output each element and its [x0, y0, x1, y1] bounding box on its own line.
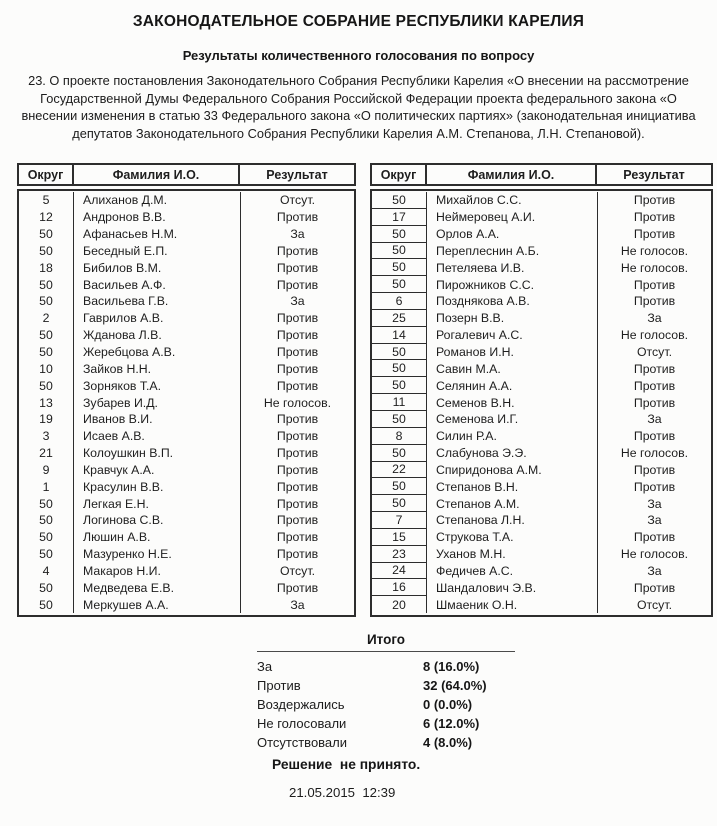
table-row — [372, 243, 711, 260]
table-row — [372, 377, 711, 394]
table-row — [372, 428, 711, 445]
table-row — [19, 563, 354, 580]
summary-label: Против — [257, 678, 301, 693]
cell-district: 4 — [19, 563, 74, 580]
cell-name: Кравчук А.А. — [83, 462, 155, 477]
cell-name: Колоушкин В.П. — [83, 446, 174, 461]
cell-name: Шмаеник О.Н. — [436, 597, 518, 612]
table-row — [372, 546, 711, 563]
cell-result: Не голосов. — [597, 445, 711, 462]
table-row — [372, 293, 711, 310]
table-row — [372, 344, 711, 361]
cell-name: Жеребцова А.В. — [83, 345, 176, 360]
cell-result: Не голосов. — [597, 243, 711, 260]
cell-district: 3 — [19, 428, 74, 445]
cell-result: Против — [240, 445, 354, 462]
table-row — [372, 462, 711, 479]
cell-result: Не голосов. — [240, 394, 354, 411]
cell-result: Не голосов. — [597, 259, 711, 276]
cell-name: Шандалович Э.В. — [436, 580, 537, 595]
cell-district: 50 — [19, 529, 74, 546]
summary-row — [257, 695, 515, 714]
cell-district: 50 — [372, 192, 427, 209]
cell-district: 14 — [372, 327, 427, 344]
table-row — [19, 546, 354, 563]
table-row — [372, 310, 711, 327]
cell-result: Против — [597, 529, 711, 546]
table-row — [372, 327, 711, 344]
cell-result: Против — [597, 209, 711, 226]
cell-name: Зорняков Т.А. — [83, 378, 162, 393]
cell-name: Переплеснин А.Б. — [436, 243, 540, 258]
cell-district: 50 — [372, 344, 427, 361]
cell-district: 21 — [19, 445, 74, 462]
cell-result: Не голосов. — [597, 327, 711, 344]
summary-label: Воздержались — [257, 697, 345, 712]
table-row — [19, 293, 354, 310]
cell-district: 11 — [372, 394, 427, 411]
cell-district: 50 — [372, 377, 427, 394]
column-header-name: Фамилия И.О. — [74, 165, 240, 184]
cell-name: Михайлов С.С. — [436, 193, 522, 208]
summary-label: Не голосовали — [257, 716, 347, 731]
cell-result: Против — [597, 462, 711, 479]
cell-district: 50 — [19, 596, 74, 613]
column-header-district: Округ — [19, 165, 74, 184]
cell-result: За — [597, 411, 711, 428]
column-header-result: Результат — [623, 167, 685, 182]
cell-district: 50 — [19, 512, 74, 529]
table-row — [19, 344, 354, 361]
summary-rows — [257, 657, 515, 752]
table-body — [370, 189, 713, 617]
table-row — [372, 596, 711, 613]
cell-result: Против — [240, 377, 354, 394]
cell-district: 2 — [19, 310, 74, 327]
table-header-row — [370, 163, 713, 186]
cell-result: Против — [240, 360, 354, 377]
summary-row — [257, 733, 515, 752]
table-row — [19, 243, 354, 260]
cell-result: За — [240, 226, 354, 243]
cell-name: Позднякова А.В. — [436, 294, 530, 309]
cell-name: Легкая Е.Н. — [83, 496, 149, 511]
agenda-question-text: 23. О проекте постановления Законодательного Собрания Республики Карелия «О внесении на рассмотрение Государственной Думы Федерального Собрания Российской Федерации проекта федерального закона «О внесении изменения в статью 33 Федерального закона «О политических партиях» (законодательная инициатива депутатов Законодательного Собрания Республики Карелия А.М. Степанова, Л.Н. Степановой). — [21, 73, 696, 141]
summary-value: 32 (64.0%) — [423, 678, 487, 693]
cell-district: 12 — [19, 209, 74, 226]
table-row — [19, 192, 354, 209]
cell-result: Против — [240, 276, 354, 293]
table-row — [19, 462, 354, 479]
table-row — [372, 411, 711, 428]
cell-name: Федичев А.С. — [436, 563, 514, 578]
cell-result: Против — [597, 293, 711, 310]
cell-district: 50 — [372, 495, 427, 512]
table-row — [19, 579, 354, 596]
summary-label: За — [257, 659, 273, 674]
cell-name: Иванов В.И. — [83, 412, 153, 427]
cell-district: 50 — [19, 344, 74, 361]
cell-result: Против — [240, 546, 354, 563]
table-row — [19, 377, 354, 394]
cell-district: 25 — [372, 310, 427, 327]
cell-result: Против — [597, 276, 711, 293]
cell-result: Против — [597, 377, 711, 394]
cell-name: Романов И.Н. — [436, 345, 514, 360]
cell-result: Против — [597, 192, 711, 209]
summary-row — [257, 676, 515, 695]
cell-district: 23 — [372, 546, 427, 563]
cell-name: Васильева Г.В. — [83, 294, 169, 309]
cell-district: 50 — [372, 226, 427, 243]
table-row — [19, 360, 354, 377]
timestamp: 21.05.2015 12:39 — [289, 785, 396, 800]
cell-name: Люшин А.В. — [83, 530, 151, 545]
summary-value: 6 (12.0%) — [423, 716, 480, 731]
cell-name: Бибилов В.М. — [83, 260, 162, 275]
cell-district: 18 — [19, 259, 74, 276]
cell-district: 19 — [19, 411, 74, 428]
cell-district: 8 — [372, 428, 427, 445]
cell-district: 24 — [372, 563, 427, 580]
summary-row — [257, 657, 515, 676]
cell-district: 13 — [19, 394, 74, 411]
cell-result: Отсут. — [240, 192, 354, 209]
table-row — [19, 512, 354, 529]
cell-result: За — [597, 563, 711, 580]
table-row — [372, 226, 711, 243]
summary-value: 8 (16.0%) — [423, 659, 480, 674]
document-subtitle: Результаты количественного голосования по вопросу — [182, 48, 535, 63]
table-row — [372, 579, 711, 596]
cell-name: Позерн В.В. — [436, 311, 505, 326]
cell-result: Против — [240, 243, 354, 260]
cell-result: Не голосов. — [597, 546, 711, 563]
cell-name: Алиханов Д.М. — [83, 193, 168, 208]
cell-name: Медведева Е.В. — [83, 580, 174, 595]
table-row — [372, 276, 711, 293]
table-row — [19, 310, 354, 327]
cell-name: Логинова С.В. — [83, 513, 164, 528]
cell-result: Против — [597, 360, 711, 377]
cell-result: Против — [240, 478, 354, 495]
cell-result: За — [240, 293, 354, 310]
cell-result: Против — [240, 495, 354, 512]
cell-result: Против — [240, 209, 354, 226]
cell-name: Степанов А.М. — [436, 496, 520, 511]
cell-name: Мазуренко Н.Е. — [83, 547, 172, 562]
cell-name: Рогалевич А.С. — [436, 328, 523, 343]
cell-name: Макаров Н.И. — [83, 563, 161, 578]
table-row — [19, 226, 354, 243]
cell-name: Васильев А.Ф. — [83, 277, 166, 292]
table-row — [19, 445, 354, 462]
table-row — [372, 563, 711, 580]
cell-result: Против — [240, 411, 354, 428]
cell-district: 10 — [19, 360, 74, 377]
cell-name: Пирожников С.С. — [436, 277, 535, 292]
cell-district: 50 — [19, 579, 74, 596]
cell-district: 16 — [372, 579, 427, 596]
cell-name: Андронов В.В. — [83, 210, 166, 225]
cell-name: Исаев А.В. — [83, 429, 145, 444]
cell-name: Семенов В.Н. — [436, 395, 515, 410]
cell-name: Афанасьев Н.М. — [83, 227, 178, 242]
table-row — [372, 495, 711, 512]
cell-result: За — [597, 495, 711, 512]
column-header-result: Результат — [266, 167, 328, 182]
cell-name: Меркушев А.А. — [83, 597, 169, 612]
table-row — [19, 209, 354, 226]
cell-result: Против — [597, 428, 711, 445]
summary-label: Отсутствовали — [257, 735, 348, 750]
cell-district: 50 — [19, 276, 74, 293]
cell-result: Против — [240, 428, 354, 445]
cell-result: Против — [240, 344, 354, 361]
table-row — [372, 209, 711, 226]
cell-name: Красулин В.В. — [83, 479, 164, 494]
cell-name: Уханов М.Н. — [436, 547, 506, 562]
table-row — [372, 360, 711, 377]
cell-result: За — [240, 596, 354, 613]
cell-district: 22 — [372, 462, 427, 479]
table-row — [19, 394, 354, 411]
cell-result: Против — [597, 478, 711, 495]
cell-result: Отсут. — [597, 596, 711, 613]
cell-result: Против — [240, 579, 354, 596]
cell-name: Зубарев И.Д. — [83, 395, 158, 410]
summary-row — [257, 714, 515, 733]
table-row — [19, 259, 354, 276]
table-row — [372, 259, 711, 276]
cell-result: За — [597, 512, 711, 529]
cell-district: 20 — [372, 596, 427, 613]
table-row — [372, 529, 711, 546]
cell-district: 50 — [372, 276, 427, 293]
cell-district: 50 — [19, 243, 74, 260]
cell-district: 5 — [19, 192, 74, 209]
cell-name: Слабунова Э.Э. — [436, 446, 527, 461]
cell-name: Зайков Н.Н. — [83, 361, 152, 376]
cell-name: Орлов А.А. — [436, 227, 500, 242]
cell-district: 50 — [372, 243, 427, 260]
cell-result: Против — [597, 394, 711, 411]
cell-district: 1 — [19, 478, 74, 495]
cell-district: 50 — [372, 445, 427, 462]
cell-district: 50 — [372, 411, 427, 428]
cell-result: Против — [240, 327, 354, 344]
cell-district: 50 — [19, 546, 74, 563]
table-header-row — [17, 163, 356, 186]
summary-value: 0 (0.0%) — [423, 697, 473, 712]
table-row — [372, 478, 711, 495]
table-body — [17, 189, 356, 617]
cell-name: Савин М.А. — [436, 361, 501, 376]
cell-district: 50 — [19, 226, 74, 243]
cell-name: Степанов В.Н. — [436, 479, 519, 494]
cell-name: Струкова Т.А. — [436, 530, 514, 545]
cell-district: 50 — [19, 327, 74, 344]
vote-table-right — [370, 163, 713, 617]
table-row — [372, 192, 711, 209]
table-row — [372, 394, 711, 411]
cell-result: За — [597, 310, 711, 327]
cell-result: Против — [240, 512, 354, 529]
summary-divider — [257, 651, 515, 652]
table-row — [19, 478, 354, 495]
cell-name: Неймеровец А.И. — [436, 210, 536, 225]
cell-name: Беседный Е.П. — [83, 243, 168, 258]
cell-district: 50 — [19, 377, 74, 394]
cell-name: Жданова Л.В. — [83, 328, 162, 343]
cell-district: 50 — [19, 495, 74, 512]
cell-name: Селянин А.А. — [436, 378, 513, 393]
cell-name: Степанова Л.Н. — [436, 513, 525, 528]
cell-result: Против — [240, 529, 354, 546]
table-row — [19, 495, 354, 512]
document-title: ЗАКОНОДАТЕЛЬНОЕ СОБРАНИЕ РЕСПУБЛИКИ КАРЕЛИЯ — [132, 13, 585, 30]
cell-district: 50 — [372, 360, 427, 377]
cell-result: Против — [240, 310, 354, 327]
cell-district: 50 — [372, 259, 427, 276]
cell-district: 15 — [372, 529, 427, 546]
cell-district: 17 — [372, 209, 427, 226]
table-row — [19, 596, 354, 613]
cell-district: 9 — [19, 462, 74, 479]
cell-result: Против — [240, 462, 354, 479]
cell-district: 50 — [19, 293, 74, 310]
cell-district: 50 — [372, 478, 427, 495]
summary-section — [257, 632, 515, 752]
cell-name: Семенова И.Г. — [436, 412, 519, 427]
table-row — [19, 428, 354, 445]
cell-district: 6 — [372, 293, 427, 310]
table-row — [19, 276, 354, 293]
table-row — [19, 327, 354, 344]
cell-result: Отсут. — [240, 563, 354, 580]
cell-result: Отсут. — [597, 344, 711, 361]
cell-result: Против — [240, 259, 354, 276]
cell-result: Против — [597, 226, 711, 243]
column-header-name: Фамилия И.О. — [427, 165, 597, 184]
cell-name: Спиридонова А.М. — [436, 462, 542, 477]
table-row — [19, 529, 354, 546]
decision-text: Решение не принято. — [272, 757, 421, 772]
cell-district: 7 — [372, 512, 427, 529]
summary-value: 4 (8.0%) — [423, 735, 473, 750]
cell-name: Гаврилов А.В. — [83, 311, 164, 326]
vote-table-left — [17, 163, 356, 617]
cell-name: Петеляева И.В. — [436, 260, 525, 275]
table-row — [372, 512, 711, 529]
cell-result: Против — [597, 579, 711, 596]
cell-name: Силин Р.А. — [436, 429, 497, 444]
summary-title: Итого — [366, 632, 406, 647]
vote-tables-row — [0, 163, 717, 617]
column-header-district: Округ — [372, 165, 427, 184]
table-row — [372, 445, 711, 462]
table-row — [19, 411, 354, 428]
